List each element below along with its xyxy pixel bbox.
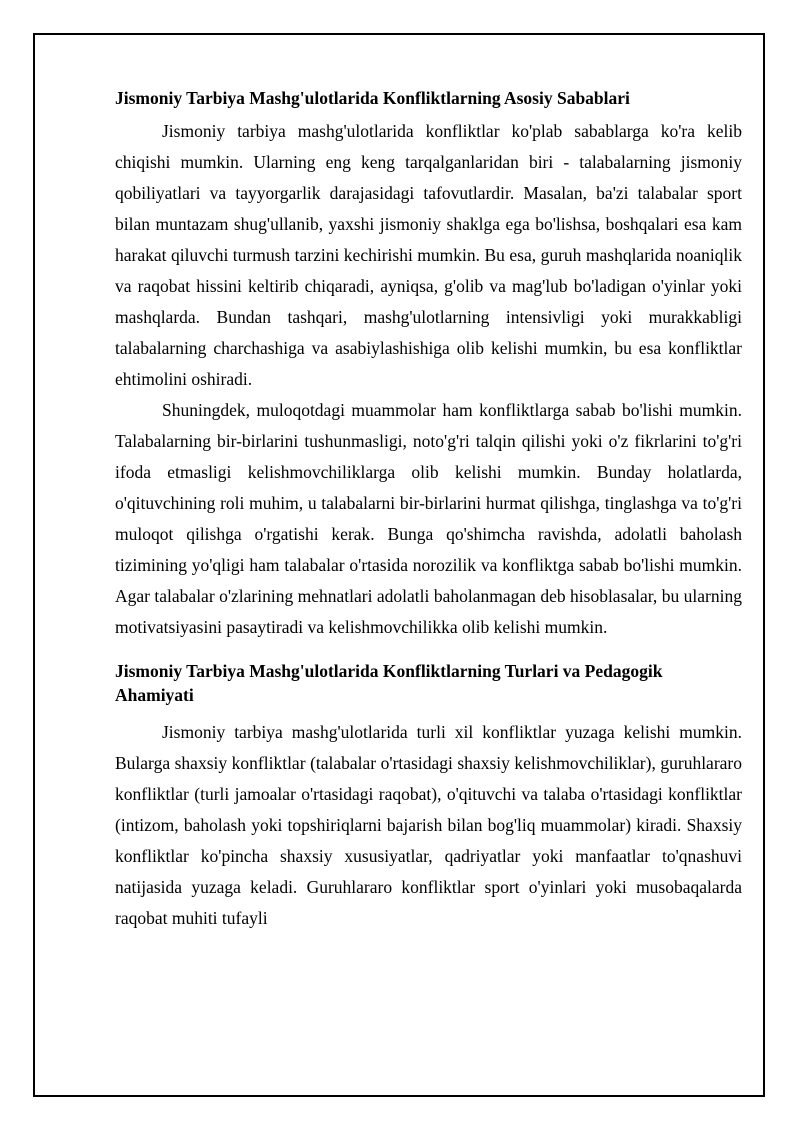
document-body [115, 86, 742, 934]
section-heading-causes: Jismoniy Tarbiya Mashg'ulotlarida Konfliktlarning Asosiy Sabablari [115, 88, 630, 108]
paragraph-causes-2: Shuningdek, muloqotdagi muammolar ham konfliktlarga sabab bo'lishi mumkin. Talabalarning bir-birlarini tushunmasligi, noto'g'ri talqin qilishi yoki o'z fikrlarini to'g'ri ifoda etmasligi kelishmovchiliklarga olib kelishi mumkin. Bunday holatlarda, o'qituvchining roli muhim, u talabalarni bir-birlarini hurmat qilishga, tinglashga va to'g'ri muloqot qilishga o'rgatishi kerak. Bunga qo'shimcha ravishda, adolatli baholash tizimining yo'qligi ham talabalar o'rtasida norozilik va konfliktga sabab bo'lishi mumkin. Agar talabalar o'zlarining mehnatlari adolatli baholanmagan deb hisoblasalar, bu ularning motivatsiyasini pasaytiradi va kelishmovchilikka olib kelishi mumkin. [115, 400, 742, 637]
paragraph-causes-1: Jismoniy tarbiya mashg'ulotlarida konfliktlar ko'plab sabablarga ko'ra kelib chiqishi mumkin. Ularning eng keng tarqalganlaridan biri - talabalarning jismoniy qobiliyatlari va tayyorgarlik darajasidagi tafovutlardir. Masalan, ba'zi talabalar sport bilan muntazam shug'ullanib, yaxshi jismoniy shaklga ega bo'lishsa, boshqalari esa kam harakat qiluvchi turmush tarzini kechirishi mumkin. Bu esa, guruh mashqlarida noaniqlik va raqobat hissini keltirib chiqaradi, ayniqsa, g'olib va mag'lub bo'ladigan o'yinlar yoki mashqlarda. Bundan tashqari, mashg'ulotlarning intensivligi yoki murakkabligi talabalarning charchashiga va asabiylashishiga olib kelishi mumkin, bu esa konfliktlar ehtimolini oshiradi. [115, 121, 742, 389]
paragraph-types-1: Jismoniy tarbiya mashg'ulotlarida turli xil konfliktlar yuzaga kelishi mumkin. Bularga shaxsiy konfliktlar (talabalar o'rtasidagi shaxsiy kelishmovchiliklar), guruhlararo konfliktlar (turli jamoalar o'rtasidagi raqobat), o'qituvchi va talaba o'rtasidagi konfliktlar (intizom, baholash yoki topshiriqlarni bajarish bilan bog'liq muammolar) kiradi. Shaxsiy konfliktlar ko'pincha shaxsiy xususiyatlar, qadriyatlar yoki manfaatlar to'qnashuvi natijasida yuzaga keladi. Guruhlararo konfliktlar sport o'yinlari yoki musobaqalarda raqobat muhiti tufayli [115, 722, 742, 928]
section-heading-types: Jismoniy Tarbiya Mashg'ulotlarida Konfliktlarning Turlari va Pedagogik Ahamiyati [115, 661, 663, 705]
